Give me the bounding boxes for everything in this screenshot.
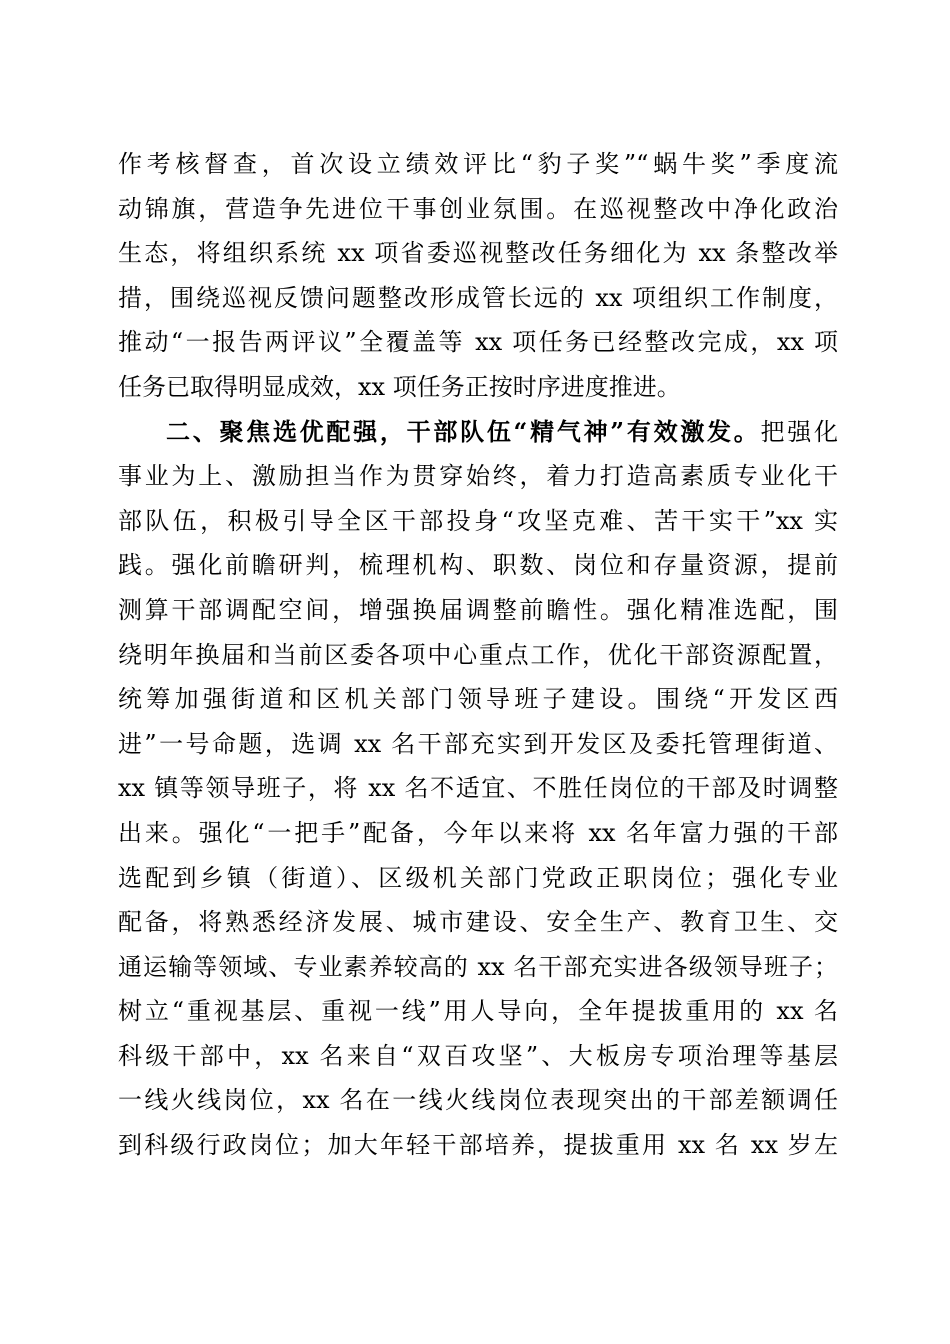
paragraph-1-line: 生态，将组织系统 xx 项省委巡视整改任务细化为 xx 条整改举 — [118, 239, 838, 268]
paragraph-1-line: 措，围绕巡视反馈问题整改形成管长远的 xx 项组织工作制度， — [118, 283, 838, 312]
paragraph-1-line: 任务已取得明显成效，xx 项任务正按时序进度推进。 — [118, 372, 681, 401]
paragraph-1-line: 推动“一报告两评议”全覆盖等 xx 项任务已经整改完成，xx 项 — [118, 328, 838, 357]
paragraph-2-line: 科级干部中，xx 名来自“双百攻坚”、大板房专项治理等基层 — [118, 1041, 838, 1070]
paragraph-2-line: xx 镇等领导班子，将 xx 名不适宜、不胜任岗位的干部及时调整 — [118, 774, 838, 803]
paragraph-2-first-line — [118, 410, 838, 455]
section-heading: 二、聚焦选优配强，干部队伍“精气神”有效激发。 — [166, 416, 761, 446]
paragraph-2-line: 到科级行政岗位；加大年轻干部培养，提拔重用 xx 名 xx 岁左 — [118, 1131, 838, 1160]
paragraph-2-line: 一线火线岗位，xx 名在一线火线岗位表现突出的干部差额调任 — [118, 1086, 838, 1115]
paragraph-2-line: 事业为上、激励担当作为贯穿始终，着力打造高素质专业化干 — [118, 462, 838, 491]
paragraph-1-line: 动锦旗，营造争先进位干事创业氛围。在巡视整改中净化政治 — [118, 194, 838, 223]
paragraph-2-line: 出来。强化“一把手”配备，今年以来将 xx 名年富力强的干部 — [118, 818, 838, 847]
paragraph-2 — [118, 410, 838, 1168]
paragraph-2-line: 通运输等领域、专业素养较高的 xx 名干部充实进各级领导班子； — [118, 952, 838, 981]
paragraph-2-line: 统筹加强街道和区机关部门领导班子建设。围绕“开发区西 — [118, 685, 838, 714]
paragraph-2-line: 测算干部调配空间，增强换届调整前瞻性。强化精准选配，围 — [118, 595, 838, 624]
paragraph-2-line: 配备，将熟悉经济发展、城市建设、安全生产、教育卫生、交 — [118, 908, 838, 937]
paragraph-1 — [118, 142, 838, 410]
document-body — [118, 142, 838, 1168]
paragraph-2-line: 选配到乡镇（街道）、区级机关部门党政正职岗位；强化专业 — [118, 863, 838, 892]
paragraph-2-line: 树立“重视基层、重视一线”用人导向，全年提拔重用的 xx 名 — [118, 997, 838, 1026]
paragraph-2-line: 践。强化前瞻研判，梳理机构、职数、岗位和存量资源，提前 — [118, 551, 838, 580]
paragraph-2-line: 部队伍，积极引导全区干部投身“攻坚克难、苦干实干”xx 实 — [118, 506, 838, 535]
paragraph-2-line: 绕明年换届和当前区委各项中心重点工作，优化干部资源配置， — [118, 640, 838, 669]
paragraph-2-first-line-text: 把强化 — [760, 417, 839, 446]
paragraph-2-line: 进”一号命题，选调 xx 名干部充实到开发区及委托管理街道、 — [118, 729, 838, 758]
paragraph-1-line: 作考核督查，首次设立绩效评比“豹子奖”“蜗牛奖”季度流 — [118, 150, 838, 178]
